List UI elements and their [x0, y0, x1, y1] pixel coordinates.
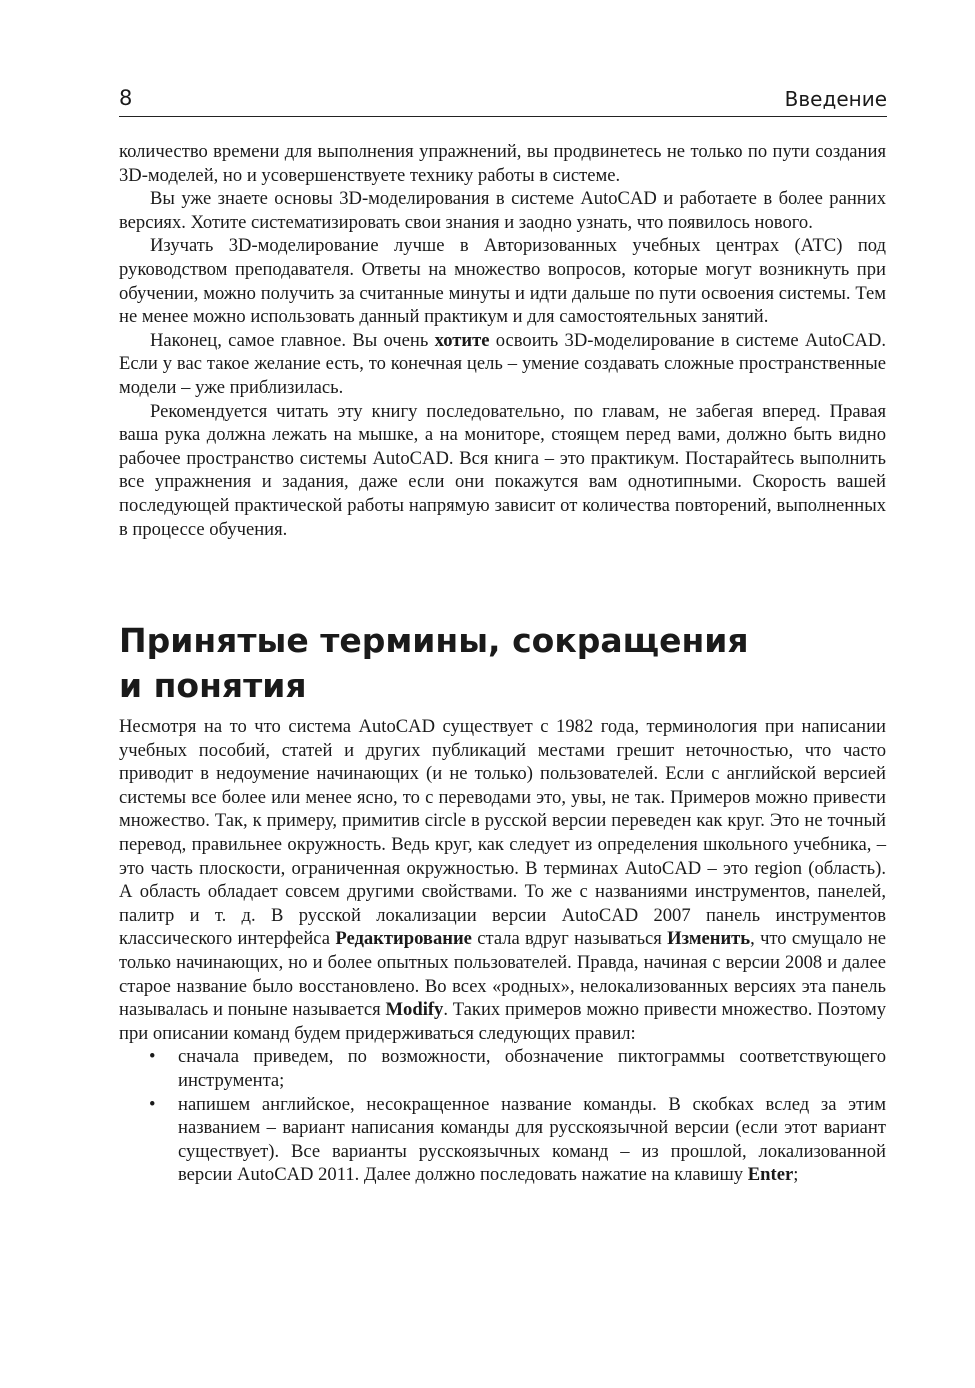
bullet-icon: • — [149, 1046, 156, 1068]
text-run: , что смущало не только начинающих, но и более опытных пользователей. Правда, начиная с версии 2008 и далее старое название было восстановлено. Во всех «родных», нелокализованных версиях эта панель называлась и поныне называется — [119, 928, 887, 1021]
intro-text — [119, 140, 886, 541]
bold-term: Modify — [385, 999, 444, 1021]
list-item — [119, 1045, 886, 1092]
text-run: сначала приведем, по возможности, обозначение пиктограммы соответствующего инструмента; — [178, 1046, 886, 1091]
chapter-title: Введение — [784, 87, 887, 111]
list-item — [119, 1093, 886, 1187]
page-number: 8 — [119, 86, 133, 110]
bold-term: хотите — [434, 329, 490, 351]
text-run: . Таких примеров можно привести множество. Поэтому при описании команд будем придерживаться следующих правил: — [119, 999, 887, 1044]
paragraph: Изучать 3D-моделирование лучше в Авторизованных учебных центрах (АТС) под руководством преподавателя. Ответы на множество вопросов, которые могут возникнуть при обучении, можно получить за считанные минуты и идти дальше по пути освоения системы. Тем не менее можно использовать данный практикум и для самостоятельных занятий. — [119, 235, 886, 328]
section-heading — [119, 618, 886, 708]
text-run: освоить 3D-моделирование в системе AutoCAD. Если у вас такое желание есть, то конечная цель – умение создавать сложные пространственные модели – уже приблизилась. — [119, 329, 886, 398]
bullet-icon: • — [149, 1093, 156, 1115]
bold-term: Изменить — [667, 928, 751, 950]
text-run: ; — [793, 1164, 799, 1186]
text-run: напишем английское, несокращенное название команды. В скобках вслед за этим названием – вариант написания команды для русскоязычной версии (если этот вариант существует). Все варианты русскоязычных команд – из прошлой, локализованной версии AutoCAD 2011. Далее должно последовать нажатие на клавишу — [178, 1093, 886, 1186]
bold-term: Редактирование — [335, 928, 472, 950]
heading-line: и понятия — [119, 666, 307, 705]
paragraph — [119, 715, 886, 1045]
paragraph: Рекомендуется читать эту книгу последовательно, по главам, не забегая вперед. Правая ваша рука должна лежать на мышке, а на мониторе, стоящем перед вами, должно быть видно рабочее пространство системы AutoCAD. Вся книга – это практикум. Постарайтесь выполнить все упражнения и задания, даже если они покажутся вам однотипными. Скорость вашей последующей практической работы напрямую зависит от количества повторений, выполненных в процессе обучения. — [119, 400, 886, 540]
text-run: Несмотря на то что система AutoCAD существует с 1982 года, терминология при написании учебных пособий, статей и других публикаций местами грешит неточностью, что часто приводит в недоумение начинающих (и не только) пользователей. Если с английской версией системы все более или менее ясно, то с переводами это, увы, не так. Примеров можно привести множество. Так, к примеру, примитив circle в русской версии переведен как круг. Это не точный перевод, правильнее окружность. Ведь круг, как следует из определения школьного учебника, – это часть плоскости, ограниченная окружностью. В терминах AutoCAD – это region (область). А область обладает совсем другими свойствами. То же с названиями инструментов, панелей, палитр и т. д. В русской локализации версии AutoCAD 2007 панель инструментов классического интерфейса — [119, 716, 886, 950]
section-text — [119, 715, 886, 1187]
paragraph: количество времени для выполнения упражнений, вы продвинетесь не только по пути создания 3D-моделей, но и усовершенствуете технику работы в системе. — [119, 141, 886, 186]
paragraph: Вы уже знаете основы 3D-моделирования в системе AutoCAD и работаете в более ранних версиях. Хотите систематизировать свои знания и заодно узнать, что появилось нового. — [119, 188, 886, 233]
bold-term: Enter — [747, 1164, 794, 1186]
heading-line: Принятые термины, сокращения — [119, 621, 749, 660]
text-run: стала вдруг называться — [471, 928, 668, 950]
text-run: Наконец, самое главное. Вы очень — [150, 329, 435, 351]
paragraph — [119, 329, 886, 400]
rules-list — [119, 1045, 886, 1187]
running-head — [119, 86, 887, 117]
